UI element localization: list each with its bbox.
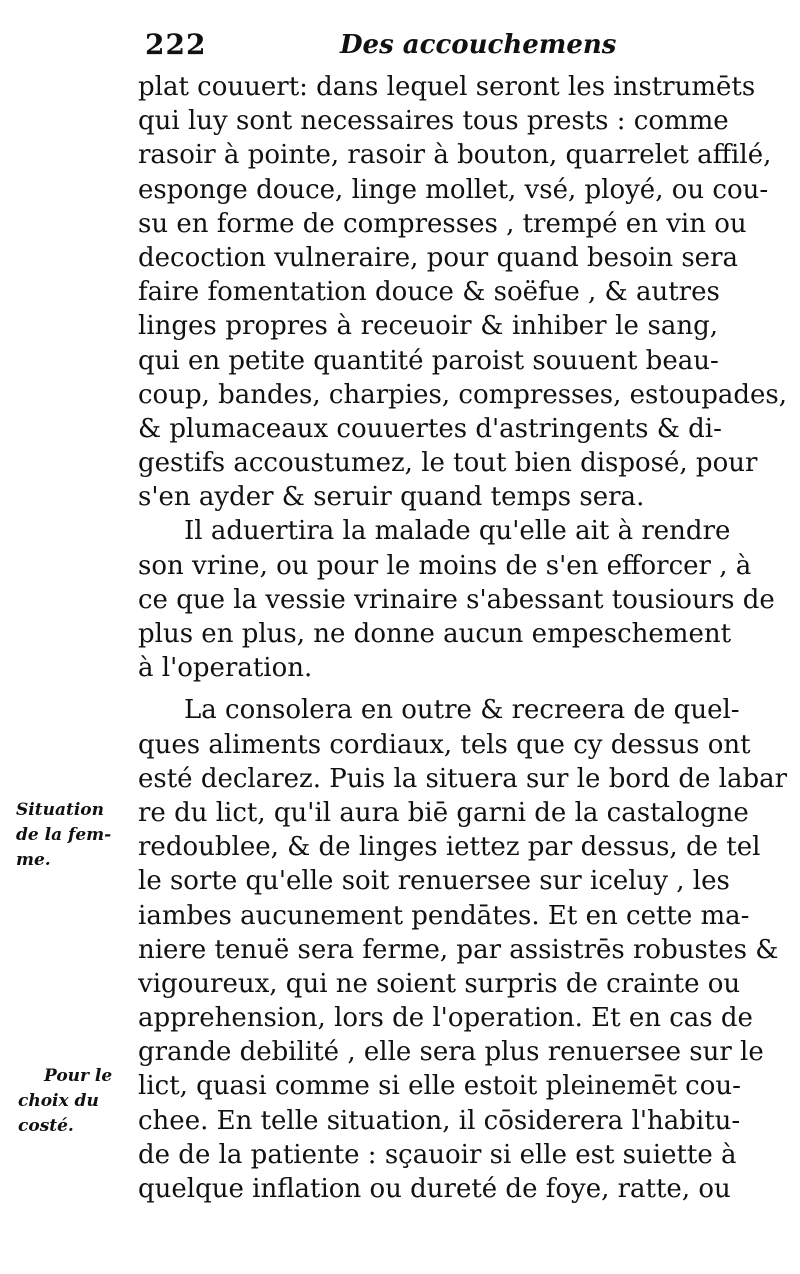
text-line: plat couuert: dans lequel seront les instrumēts xyxy=(138,72,756,102)
text-line: qui luy sont necessaires tous prests : comme xyxy=(138,106,729,137)
text-line: ques aliments cordiaux, tels que cy dessus ont xyxy=(138,729,751,760)
text-line: decoction vulneraire, pour quand besoin sera xyxy=(138,242,738,273)
text-line: son vrine, ou pour le moins de s'en efforcer , à xyxy=(138,550,752,581)
text-line: niere tenuë sera ferme, par assistrēs robustes & xyxy=(138,934,779,965)
paragraph-start-line: La consolera en outre & recreera de quel- xyxy=(184,695,740,726)
text-line: le sorte qu'elle soit renuersee sur iceluy , les xyxy=(138,866,730,897)
text-line: faire fomentation douce & soëfue , & autres xyxy=(138,277,720,308)
page-number: 222 xyxy=(145,28,207,61)
text-line: esponge douce, linge mollet, vsé, ployé, ou cou- xyxy=(138,174,769,205)
text-line: su en forme de compresses , trempé en vin ou xyxy=(138,208,747,239)
text-line: iambes aucunement pendātes. Et en cette ma- xyxy=(138,900,750,931)
text-line: ce que la vessie vrinaire s'abessant tousiours de xyxy=(138,584,775,615)
text-line: redoublee, & de linges iettez par dessus, de tel xyxy=(138,832,761,863)
text-line: & plumaceaux couuertes d'astringents & di- xyxy=(138,413,722,444)
text-line: rasoir à pointe, rasoir à bouton, quarrelet affilé, xyxy=(138,140,772,171)
text-line: coup, bandes, charpies, compresses, estoupades, xyxy=(138,379,788,410)
text-line: plus en plus, ne donne aucun empeschement xyxy=(138,619,732,649)
margin-note-line: Situation xyxy=(16,800,104,820)
text-line: re du lict, qu'il aura biē garni de la castalogne xyxy=(138,797,749,828)
margin-note-line: de la fem- xyxy=(16,825,112,845)
text-line: de de la patiente : sçauoir si elle est suiette à xyxy=(138,1139,737,1170)
text-line: lict, quasi comme si elle estoit pleinemēt cou- xyxy=(138,1071,741,1102)
text-line: chee. En telle situation, il cōsiderera l'habitu- xyxy=(138,1105,741,1136)
margin-note-line: choix du xyxy=(18,1091,99,1111)
margin-note-choix xyxy=(18,1064,112,1139)
text-line: gestifs accoustumez, le tout bien disposé, pour xyxy=(138,448,758,479)
body-text xyxy=(138,70,788,1206)
margin-note-line: Pour le xyxy=(44,1066,113,1086)
margin-note-line: costé. xyxy=(18,1116,74,1136)
margin-note-line: me. xyxy=(16,850,51,870)
paragraph-start-line: Il aduertira la malade qu'elle ait à rendre xyxy=(184,516,731,547)
running-head xyxy=(140,28,700,68)
text-line: grande debilité , elle sera plus renuersee sur le xyxy=(138,1037,764,1068)
text-line: esté declarez. Puis la situera sur le bord de labar xyxy=(138,763,788,794)
running-title: Des accouchemens xyxy=(340,30,617,60)
margin-note-situation xyxy=(16,798,111,873)
text-line: à l'operation. xyxy=(138,653,313,684)
text-line: apprehension, lors de l'operation. Et en cas de xyxy=(138,1003,753,1034)
text-line: qui en petite quantité paroist souuent beau- xyxy=(138,345,719,376)
text-line: linges propres à receuoir & inhiber le sang, xyxy=(138,311,718,342)
text-line: vigoureux, qui ne soient surpris de crainte ou xyxy=(138,968,741,999)
text-line: s'en ayder & seruir quand temps sera. xyxy=(138,482,645,513)
text-line: quelque inflation ou dureté de foye, ratte, ou xyxy=(138,1174,731,1204)
